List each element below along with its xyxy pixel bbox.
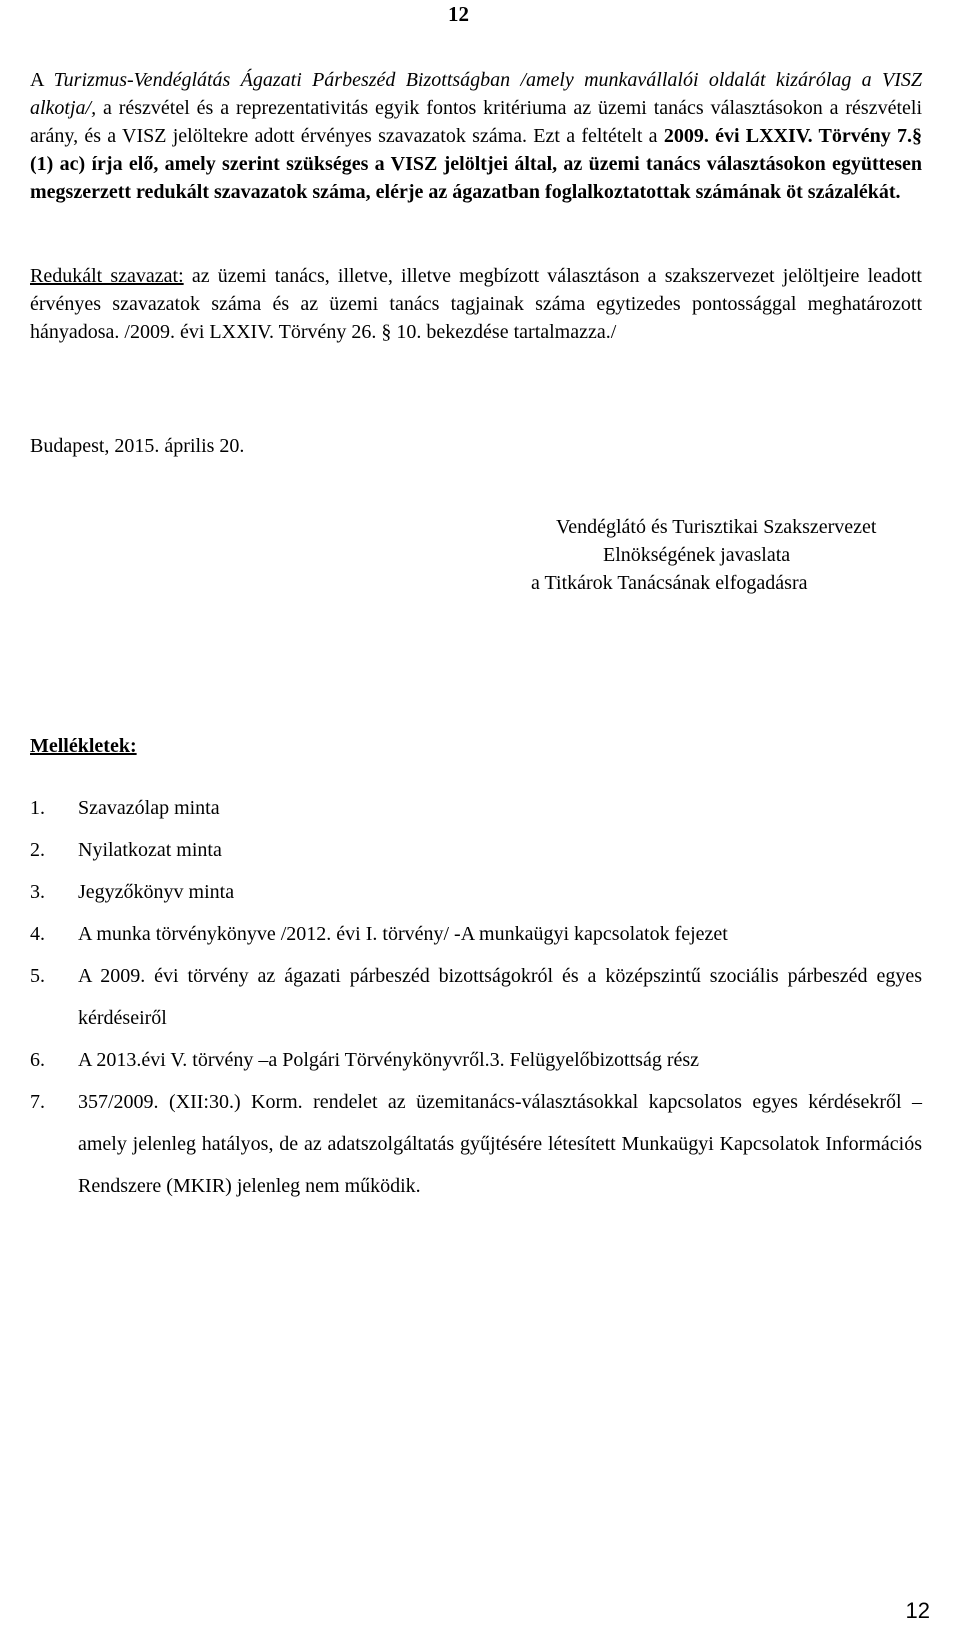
paragraph2-definition: az üzemi tanács, illetve, illetve megbízott választáson a szakszervezet jelöltjeire leadott érvényes szavazatok száma és az üzemi tanács tagjainak száma egytizedes pontossággal meghatározott hányadosa. /2009. évi LXXIV. Törvény 26. § 10. bekezdése tartalmazza./ [30,265,922,343]
attachment-text: A munka törvénykönyve /2012. évi I. törvény/ -A munkaügyi kapcsolatok fejezet [78,923,728,945]
attachment-number: 4. [30,923,45,945]
attachment-item [30,787,922,829]
attachment-text: 357/2009. (XII:30.) Korm. rendelet az üzemitanács-választásokkal kapcsolatos egyes kérdésekről – amely jelenleg hatályos, de az adatszolgáltatás gyűjtésére létesített Munkaügyi Kapcsolatok Információs Rendszere (MKIR) jelenleg nem működik. [78,1091,922,1197]
attachment-item [30,955,922,1039]
paragraph-reprezentativitas [30,66,922,206]
paragraph1-italic-committee: Turizmus-Vendéglátás Ágazati Párbeszéd Bizottságban /amely munkavállalói oldalát kizárólag a VISZ alkotja/, [30,69,922,119]
attachment-item [30,1039,922,1081]
attachment-number: 5. [30,965,45,987]
attachment-item [30,913,922,955]
attachment-item [30,871,922,913]
attachment-text: Szavazólap minta [78,797,220,819]
paragraph1-bold-law: 2009. évi LXXIV. Törvény 7.§ (1) ac) írja elő, amely szerint szükséges a VISZ jelöltjei által, az üzemi tanács választásokon együttesen megszerzett redukált szavazatok száma, elérje az ágazatban foglalkoztatottak számának öt százalékát. [30,125,922,203]
attachment-number: 2. [30,839,45,861]
page-number-bottom: 12 [905,1598,930,1623]
attachment-text: A 2013.évi V. törvény –a Polgári Törvénykönyvről.3. Felügyelőbizottság rész [78,1049,700,1071]
attachment-text: A 2009. évi törvény az ágazati párbeszéd bizottságokról és a középszintű szociális párbeszéd egyes kérdéseiről [78,965,922,1029]
attachment-item [30,1081,922,1207]
attachment-text: Jegyzőkönyv minta [78,881,235,903]
signature-line-3: a Titkárok Tanácsának elfogadásra [531,572,808,594]
page-number-top: 12 [448,2,469,26]
dateline: Budapest, 2015. április 20. [30,435,245,457]
attachments-list [30,787,922,1207]
paragraph-redukalt-szavazat [30,262,922,346]
signature-line-2: Elnökségének javaslata [603,544,791,566]
attachments-heading: Mellékletek: [30,735,137,757]
attachment-number: 7. [30,1091,45,1113]
attachment-item [30,829,922,871]
attachment-number: 3. [30,881,45,903]
paragraph1-body: a részvétel és a reprezentativitás egyik fontos kritériuma az üzemi tanács választásokon a részvételi arány, és a VISZ jelöltekre adott érvényes szavazatok száma. Ezt a feltételt a [30,97,922,147]
paragraph1-intro: A [30,69,54,91]
paragraph2-term: Redukált szavazat: [30,265,184,287]
attachment-number: 6. [30,1049,45,1071]
attachment-number: 1. [30,797,45,819]
signature-line-1: Vendéglátó és Turisztikai Szakszervezet [556,516,877,538]
attachment-text: Nyilatkozat minta [78,839,222,861]
